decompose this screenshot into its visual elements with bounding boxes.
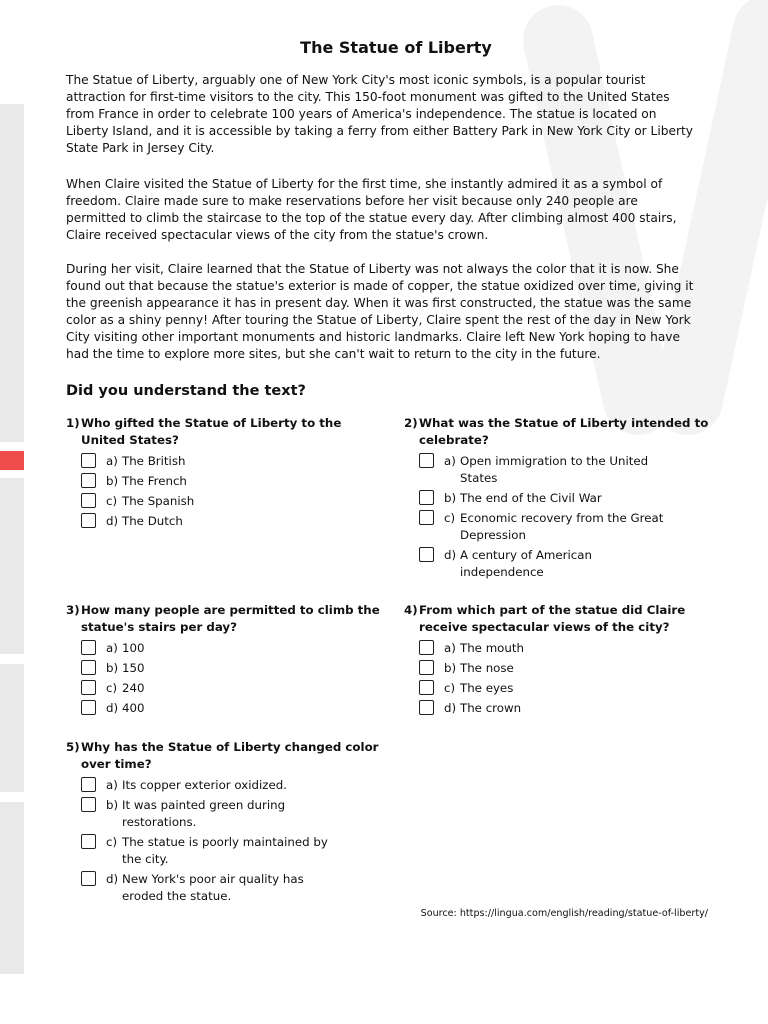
answer-option[interactable]: [81, 473, 386, 490]
answer-option[interactable]: [81, 871, 386, 905]
checkbox[interactable]: [419, 660, 434, 675]
question-number: 4): [404, 603, 418, 617]
option-list: [81, 777, 386, 905]
answer-option[interactable]: [419, 510, 724, 544]
checkbox[interactable]: [419, 510, 434, 525]
question-text: [66, 602, 386, 636]
option-text: The British: [122, 454, 186, 468]
question-label: Why has the Statue of Liberty changed color over time?: [81, 740, 379, 771]
answer-option[interactable]: [81, 493, 386, 510]
question-5: [66, 739, 386, 908]
sidebar-segment: [0, 478, 24, 654]
sidebar-segment: [0, 104, 24, 442]
answer-option[interactable]: [419, 700, 724, 717]
answer-option[interactable]: [81, 640, 386, 657]
option-text: A century of American independence: [460, 548, 592, 579]
answer-option[interactable]: [81, 680, 386, 697]
question-number: 5): [66, 740, 80, 754]
answer-option[interactable]: [81, 834, 386, 868]
answer-option[interactable]: [419, 547, 724, 581]
question-label: How many people are permitted to climb the statue's stairs per day?: [81, 603, 380, 634]
option-text: The Spanish: [122, 494, 195, 508]
checkbox[interactable]: [81, 834, 96, 849]
option-text: New York's poor air quality has eroded the statue.: [122, 872, 304, 903]
question-text: [404, 602, 724, 636]
answer-option[interactable]: [419, 680, 724, 697]
checkbox[interactable]: [81, 473, 96, 488]
option-text: The end of the Civil War: [460, 491, 602, 505]
option-letter: a): [106, 778, 118, 792]
option-text: The statue is poorly maintained by the city.: [122, 835, 328, 866]
paragraph: During her visit, Claire learned that the Statue of Liberty was not always the color that it is now. She found out that because the statue's exterior is made of copper, the statue oxidized over time, giving it the greenish appearance it has in present day. When it was first constructed, the statue was the same color as a shiny penny! After touring the Statue of Liberty, Claire spent the rest of the day in New York City visiting other important monuments and historic landmarks. Claire left New York hoping to have had the time to explore more sites, but she can't wait to return to the city in the future.: [66, 262, 694, 361]
checkbox[interactable]: [81, 493, 96, 508]
question-2: [404, 415, 724, 584]
checkbox[interactable]: [81, 660, 96, 675]
option-list: [419, 453, 724, 581]
checkbox[interactable]: [419, 700, 434, 715]
checkbox[interactable]: [81, 871, 96, 886]
option-letter: c): [444, 681, 456, 695]
checkbox[interactable]: [419, 453, 434, 468]
question-number: 1): [66, 416, 80, 430]
answer-option[interactable]: [419, 660, 724, 677]
option-text: 400: [122, 701, 145, 715]
sidebar-accent-marker: [0, 451, 24, 470]
left-sidebar: [0, 0, 24, 1024]
option-letter: a): [106, 454, 118, 468]
option-text: The mouth: [460, 641, 524, 655]
option-letter: d): [106, 701, 119, 715]
option-text: The French: [122, 474, 187, 488]
checkbox[interactable]: [81, 700, 96, 715]
option-text: It was painted green during restorations.: [122, 798, 286, 829]
option-letter: c): [444, 511, 456, 525]
checkbox[interactable]: [81, 797, 96, 812]
question-text: [66, 415, 386, 449]
answer-option[interactable]: [81, 513, 386, 530]
option-text: The nose: [460, 661, 514, 675]
paragraph: When Claire visited the Statue of Liberty for the first time, she instantly admired it as a symbol of freedom. Claire made sure to make reservations before her visit because only 240 people are permitted to climb the staircase to the top of the statue every day. After climbing almost 400 stairs, Claire received spectacular views of the city from the statue's crown.: [66, 177, 677, 242]
option-text: Its copper exterior oxidized.: [122, 778, 287, 792]
checkbox[interactable]: [419, 490, 434, 505]
option-list: [81, 453, 386, 530]
source-citation: Source: https://lingua.com/english/reading/statue-of-liberty/: [420, 908, 708, 919]
sidebar-segment: [0, 802, 24, 974]
answer-option[interactable]: [419, 453, 724, 487]
checkbox[interactable]: [419, 640, 434, 655]
question-1: [66, 415, 386, 533]
checkbox[interactable]: [81, 513, 96, 528]
checkbox[interactable]: [419, 547, 434, 562]
option-letter: a): [444, 454, 456, 468]
option-letter: b): [106, 661, 119, 675]
question-3: [66, 602, 386, 720]
answer-option[interactable]: [81, 700, 386, 717]
option-text: The Dutch: [122, 514, 183, 528]
option-letter: c): [106, 835, 118, 849]
answer-option[interactable]: [419, 640, 724, 657]
option-letter: d): [444, 548, 457, 562]
checkbox[interactable]: [419, 680, 434, 695]
option-letter: d): [106, 872, 119, 886]
page-title: The Statue of Liberty: [300, 38, 492, 57]
option-text: 240: [122, 681, 145, 695]
option-list: [419, 640, 724, 717]
option-text: Open immigration to the United States: [460, 454, 649, 485]
option-text: 100: [122, 641, 145, 655]
question-label: Who gifted the Statue of Liberty to the United States?: [81, 416, 342, 447]
sidebar-segment: [0, 664, 24, 792]
question-number: 3): [66, 603, 80, 617]
answer-option[interactable]: [419, 490, 724, 507]
option-letter: b): [444, 491, 457, 505]
checkbox[interactable]: [81, 453, 96, 468]
answer-option[interactable]: [81, 453, 386, 470]
option-text: The eyes: [460, 681, 514, 695]
option-letter: a): [106, 641, 118, 655]
answer-option[interactable]: [81, 797, 386, 831]
option-text: The crown: [460, 701, 522, 715]
option-letter: d): [444, 701, 457, 715]
checkbox[interactable]: [81, 777, 96, 792]
section-heading: Did you understand the text?: [66, 383, 306, 399]
question-number: 2): [404, 416, 418, 430]
question-text: [404, 415, 724, 449]
option-letter: c): [106, 494, 118, 508]
answer-option[interactable]: [81, 660, 386, 677]
question-text: [66, 739, 386, 773]
option-list: [81, 640, 386, 717]
question-4: [404, 602, 724, 720]
checkbox[interactable]: [81, 680, 96, 695]
option-letter: b): [106, 474, 119, 488]
option-text: Economic recovery from the Great Depression: [460, 511, 664, 542]
option-letter: c): [106, 681, 118, 695]
option-letter: d): [106, 514, 119, 528]
question-label: What was the Statue of Liberty intended to celebrate?: [419, 416, 709, 447]
answer-option[interactable]: [81, 777, 386, 794]
question-label: From which part of the statue did Claire receive spectacular views of the city?: [419, 603, 686, 634]
paragraph: The Statue of Liberty, arguably one of New York City's most iconic symbols, is a popular tourist attraction for first-time visitors to the city. This 150-foot monument was gifted to the United States from France in order to celebrate 100 years of America's independence. The statue is located on Liberty Island, and it is accessible by taking a ferry from either Battery Park in New York City or Liberty State Park in Jersey City.: [66, 73, 693, 155]
option-letter: b): [444, 661, 457, 675]
option-letter: b): [106, 798, 119, 812]
option-text: 150: [122, 661, 145, 675]
option-letter: a): [444, 641, 456, 655]
checkbox[interactable]: [81, 640, 96, 655]
